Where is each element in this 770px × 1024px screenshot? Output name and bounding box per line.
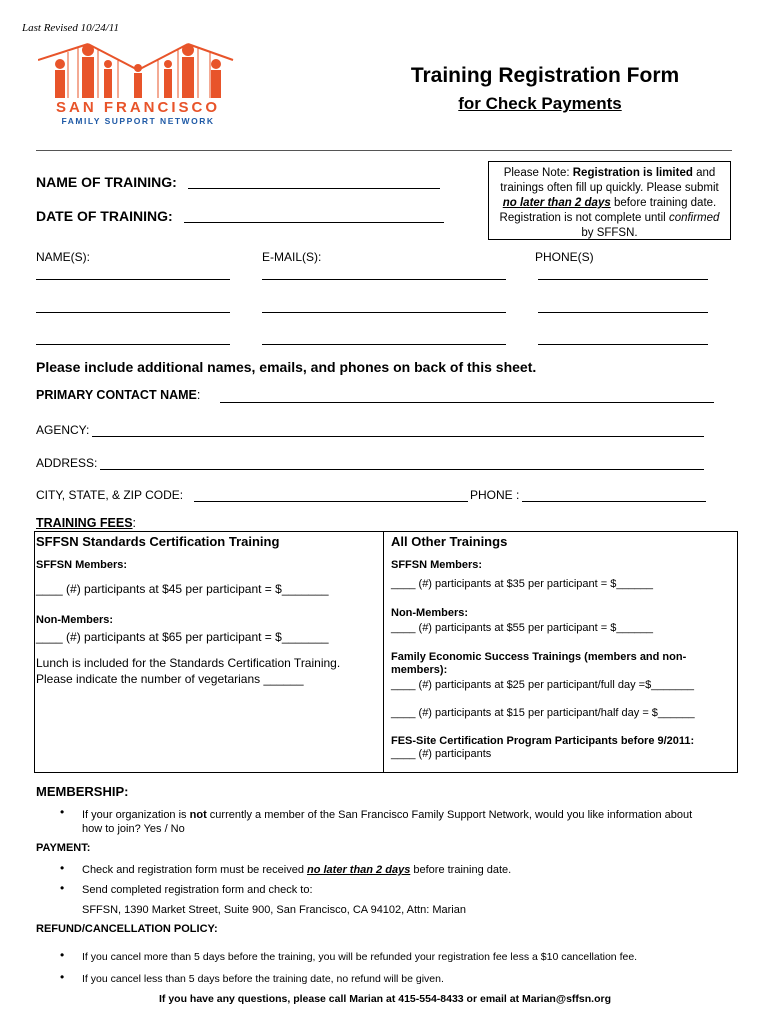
fees-column-divider	[383, 531, 384, 773]
membership-bullet: •	[60, 805, 65, 819]
refund-item-1: If you cancel more than 5 days before the training, you will be refunded your registration fee less a $10 cancellation fee.	[82, 951, 638, 963]
note-confirmed: confirmed	[668, 212, 720, 224]
payment-item1-b: no later than 2 days	[307, 864, 411, 876]
membership-text-a: If your organization is	[82, 809, 190, 821]
payment-item-1	[82, 864, 511, 876]
note-mid: and trainings often fill up quickly. Please submit	[500, 167, 719, 194]
training-name-label: NAME OF TRAINING:	[36, 174, 177, 190]
standards-cert-title: SFFSN Standards Certification Training	[36, 534, 280, 549]
training-fees-heading-text: TRAINING FEES	[36, 516, 133, 530]
left-nonmembers-line[interactable]: ____ (#) participants at $65 per participant = $_______	[36, 630, 329, 644]
training-date-field[interactable]	[184, 222, 444, 223]
agency-field[interactable]	[92, 436, 704, 437]
training-fees-heading	[36, 516, 136, 530]
name-field-1[interactable]	[36, 279, 230, 280]
fes-site-line[interactable]: ____ (#) participants	[391, 748, 492, 760]
membership-heading: MEMBERSHIP:	[36, 784, 129, 799]
page-subtitle: for Check Payments	[458, 94, 622, 113]
payment-item-2: Send completed registration form and check to:	[82, 884, 313, 896]
note-suffix2: by SFFSN.	[581, 227, 638, 239]
training-date-label: DATE OF TRAINING:	[36, 208, 173, 224]
payment-address: SFFSN, 1390 Market Street, Suite 900, San Francisco, CA 94102, Attn: Marian	[82, 904, 466, 916]
right-nonmembers-label: Non-Members:	[391, 607, 469, 619]
footer-contact: If you have any questions, please call Marian at 415-554-8433 or email at Marian@sffsn.org	[159, 993, 611, 1005]
address-label: ADDRESS:	[36, 456, 98, 470]
left-nonmembers-label: Non-Members:	[36, 614, 114, 626]
primary-contact-field[interactable]	[220, 402, 714, 403]
membership-question	[82, 808, 742, 836]
header-divider	[36, 150, 732, 151]
phones-column-label: PHONE(S)	[535, 250, 594, 264]
membership-text-b: currently a member of the San Francisco Family Support Network, would you like information about	[206, 809, 693, 821]
city-state-zip-field[interactable]	[194, 501, 468, 502]
registration-note	[488, 161, 731, 240]
contact-phone-field[interactable]	[522, 501, 706, 502]
payment-item1-c: before training date.	[410, 864, 512, 876]
right-members-line[interactable]: ____ (#) participants at $35 per participant = $______	[391, 578, 654, 590]
right-members-label: SFFSN Members:	[391, 559, 483, 571]
sffsn-logo	[38, 40, 238, 130]
payment-bullet-1: •	[60, 861, 65, 875]
name-field-3[interactable]	[36, 344, 230, 345]
phone-field-1[interactable]	[538, 279, 708, 280]
emails-column-label: E-MAIL(S):	[262, 250, 322, 264]
primary-contact-label	[36, 388, 200, 402]
logo-title: SAN FRANCISCO	[55, 99, 220, 116]
fes-site-label: FES-Site Certification Program Participants before 9/2011:	[391, 735, 695, 747]
training-fees-heading-colon: :	[132, 516, 137, 530]
primary-contact-colon: :	[196, 388, 201, 402]
address-field[interactable]	[100, 469, 704, 470]
membership-text-not: not	[189, 809, 207, 821]
payment-heading: PAYMENT:	[36, 842, 91, 854]
agency-label: AGENCY:	[36, 423, 90, 437]
refund-heading: REFUND/CANCELLATION POLICY:	[36, 923, 218, 935]
note-deadline: no later than 2 days	[502, 197, 611, 209]
lunch-info-line2[interactable]: Please indicate the number of vegetarians ______	[36, 672, 304, 686]
primary-contact-label-text: PRIMARY CONTACT NAME	[36, 388, 197, 402]
payment-bullet-2: •	[60, 881, 65, 895]
page-title: Training Registration Form	[410, 64, 680, 87]
phone-field-3[interactable]	[538, 344, 708, 345]
contact-phone-label: PHONE :	[470, 488, 520, 502]
city-state-zip-label: CITY, STATE, & ZIP CODE:	[36, 488, 184, 502]
payment-item1-a: Check and registration form must be received	[82, 864, 307, 876]
logo-subtitle: FAMILY SUPPORT NETWORK	[61, 116, 215, 126]
right-nonmembers-line[interactable]: ____ (#) participants at $55 per participant = $______	[391, 622, 654, 634]
note-bold: Registration is limited	[572, 167, 693, 179]
left-members-line[interactable]: ____ (#) participants at $45 per participant = $_______	[36, 582, 329, 596]
names-column-label: NAME(S):	[36, 250, 90, 264]
note-suffix1: before training date. Registration is not complete until	[499, 197, 717, 224]
other-trainings-title: All Other Trainings	[391, 534, 508, 549]
refund-bullet-2: •	[60, 970, 65, 984]
fes-half-day-line[interactable]: ____ (#) participants at $15 per participant/half day = $______	[391, 707, 695, 719]
training-name-field[interactable]	[188, 188, 440, 189]
email-field-3[interactable]	[262, 344, 506, 345]
email-field-1[interactable]	[262, 279, 506, 280]
phone-field-2[interactable]	[538, 312, 708, 313]
refund-bullet-1: •	[60, 948, 65, 962]
left-members-label: SFFSN Members:	[36, 559, 128, 571]
name-field-2[interactable]	[36, 312, 230, 313]
fes-label-line1: Family Economic Success Trainings (members and non-	[391, 651, 687, 663]
lunch-info-line1: Lunch is included for the Standards Certification Training.	[36, 656, 341, 670]
additional-info-note: Please include additional names, emails, and phones on back of this sheet.	[36, 359, 537, 375]
last-revised: Last Revised 10/24/11	[22, 22, 119, 34]
fes-label-line2: members):	[391, 664, 448, 676]
note-prefix: Please Note:	[503, 167, 573, 179]
refund-item-2: If you cancel less than 5 days before the training date, no refund will be given.	[82, 973, 444, 985]
bridge-people-logo-icon	[38, 40, 238, 100]
fes-full-day-line[interactable]: ____ (#) participants at $25 per participant/full day =$_______	[391, 679, 695, 691]
email-field-2[interactable]	[262, 312, 506, 313]
membership-yes-no[interactable]: how to join? Yes / No	[82, 823, 185, 835]
